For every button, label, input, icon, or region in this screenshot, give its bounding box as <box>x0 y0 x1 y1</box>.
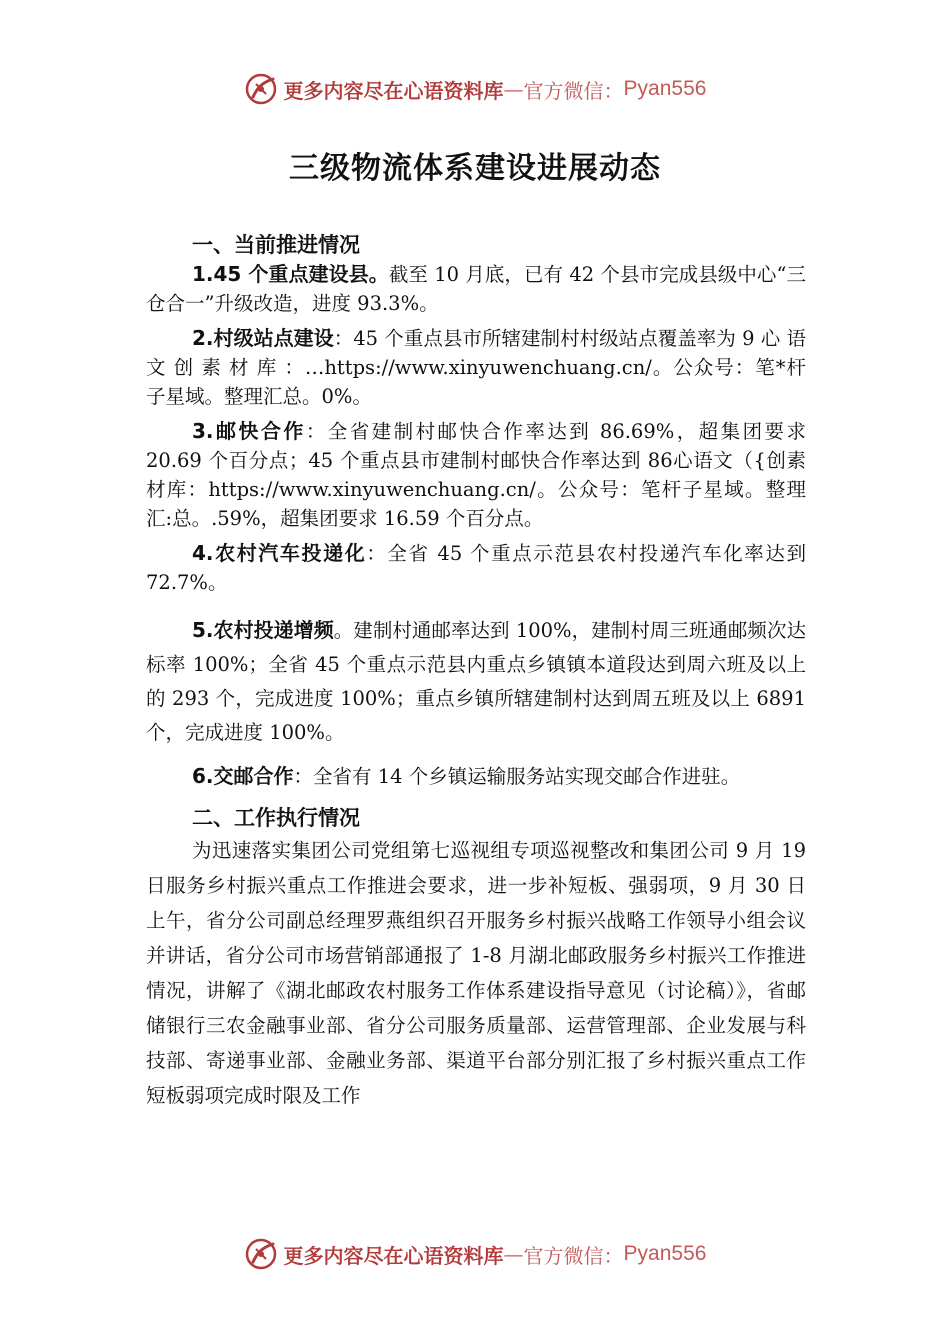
document-title: 三级物流体系建设进展动态 <box>289 151 661 186</box>
watermark-lead-text: 更多内容尽在心语资料库 <box>283 1243 504 1268</box>
item-lead: 6.交邮合作 <box>192 764 294 788</box>
progress-item-4 <box>146 539 806 597</box>
item-lead: 5.农村投递增频 <box>192 618 334 642</box>
document-body <box>146 230 806 1113</box>
section-heading-progress: 一、当前推进情况 <box>192 233 360 257</box>
section-heading-execution: 二、工作执行情况 <box>192 806 360 830</box>
circular-seal-logo-icon <box>244 72 278 106</box>
circular-seal-logo-icon <box>244 1237 278 1271</box>
watermark-wechat-id: Pyan556 <box>623 77 707 100</box>
item-text: 。建制村通邮率达到 100%，建制村周三班通邮频次达标率 100%；全省 45 个重点示范县内重点乡镇镇本道段达到周六班及以上的 293 个，完成进度 100%；重点乡镇所辖建制村达到周五班及以上 6891 个，完成进度 100%。 <box>146 619 806 744</box>
watermark-banner-top <box>0 72 950 106</box>
progress-item-1 <box>146 260 806 318</box>
watermark-separator: — <box>503 1242 524 1266</box>
item-text: 截至 10 月底，已有 42 个县市完成县级中心“三仓合一”升级改造，进度 93.3%。 <box>146 263 807 315</box>
item-lead: 2.村级站点建设 <box>192 326 334 350</box>
item-lead: 4.农村汽车投递化 <box>192 541 367 565</box>
item-text: ：全省 45 个重点示范县农村投递汽车化率达到 72.7%。 <box>146 542 806 594</box>
progress-item-6 <box>146 762 806 791</box>
watermark-wechat-label: 官方微信： <box>523 1243 624 1268</box>
item-lead: 1.45 个重点建设县。 <box>192 262 389 286</box>
execution-paragraph: 为迅速落实集团公司党组第七巡视组专项巡视整改和集团公司 9 月 19 日服务乡村振兴重点工作推进会要求，进一步补短板、强弱项，9 月 30 日上午，省分公司副总经理罗燕组织召开服务乡村振兴战略工作领导小组会议并讲话，省分公司市场营销部通报了 1-8 月湖北邮政服务乡村振兴工作推进情况，讲解了《湖北邮政农村服务工作体系建设指导意见（讨论稿）》，省邮储银行三农金融事业部、省分公司服务质量部、运营管理部、企业发展与科技部、寄递事业部、金融业务部、渠道平台部分别汇报了乡村振兴重点工作短板弱项完成时限及工作 <box>146 839 806 1107</box>
watermark-lead-text: 更多内容尽在心语资料库 <box>283 78 504 103</box>
progress-item-3 <box>146 417 806 533</box>
watermark-wechat-id: Pyan556 <box>623 1242 707 1265</box>
watermark-banner-bottom <box>0 1237 950 1271</box>
item-text: ：全省建制村邮快合作率达到 86.69%，超集团要求 20.69 个百分点；45 个重点县市建制村邮快合作率达到 86心语文（{创素材库：https://www.xinyuwenchuang.cn/。公众号：笔杆子星域。整理汇:总。.59%，超集团要求 16.59 个百分点。 <box>146 420 807 530</box>
progress-item-2 <box>146 324 806 411</box>
watermark-separator: — <box>503 77 524 101</box>
progress-item-5 <box>146 613 806 750</box>
item-text: ：全省有 14 个乡镇运输服务站实现交邮合作进驻。 <box>293 765 741 788</box>
item-text: ：45 个重点县市所辖建制村村级站点覆盖率为 9 心 语 文 创 素 材 库 ：…https://www.xinyuwenchuang.cn/。公众号：笔*杆子星域。整理汇总。0%。 <box>146 327 806 408</box>
item-lead: 3.邮快合作 <box>192 419 306 443</box>
watermark-wechat-label: 官方微信： <box>523 78 624 103</box>
